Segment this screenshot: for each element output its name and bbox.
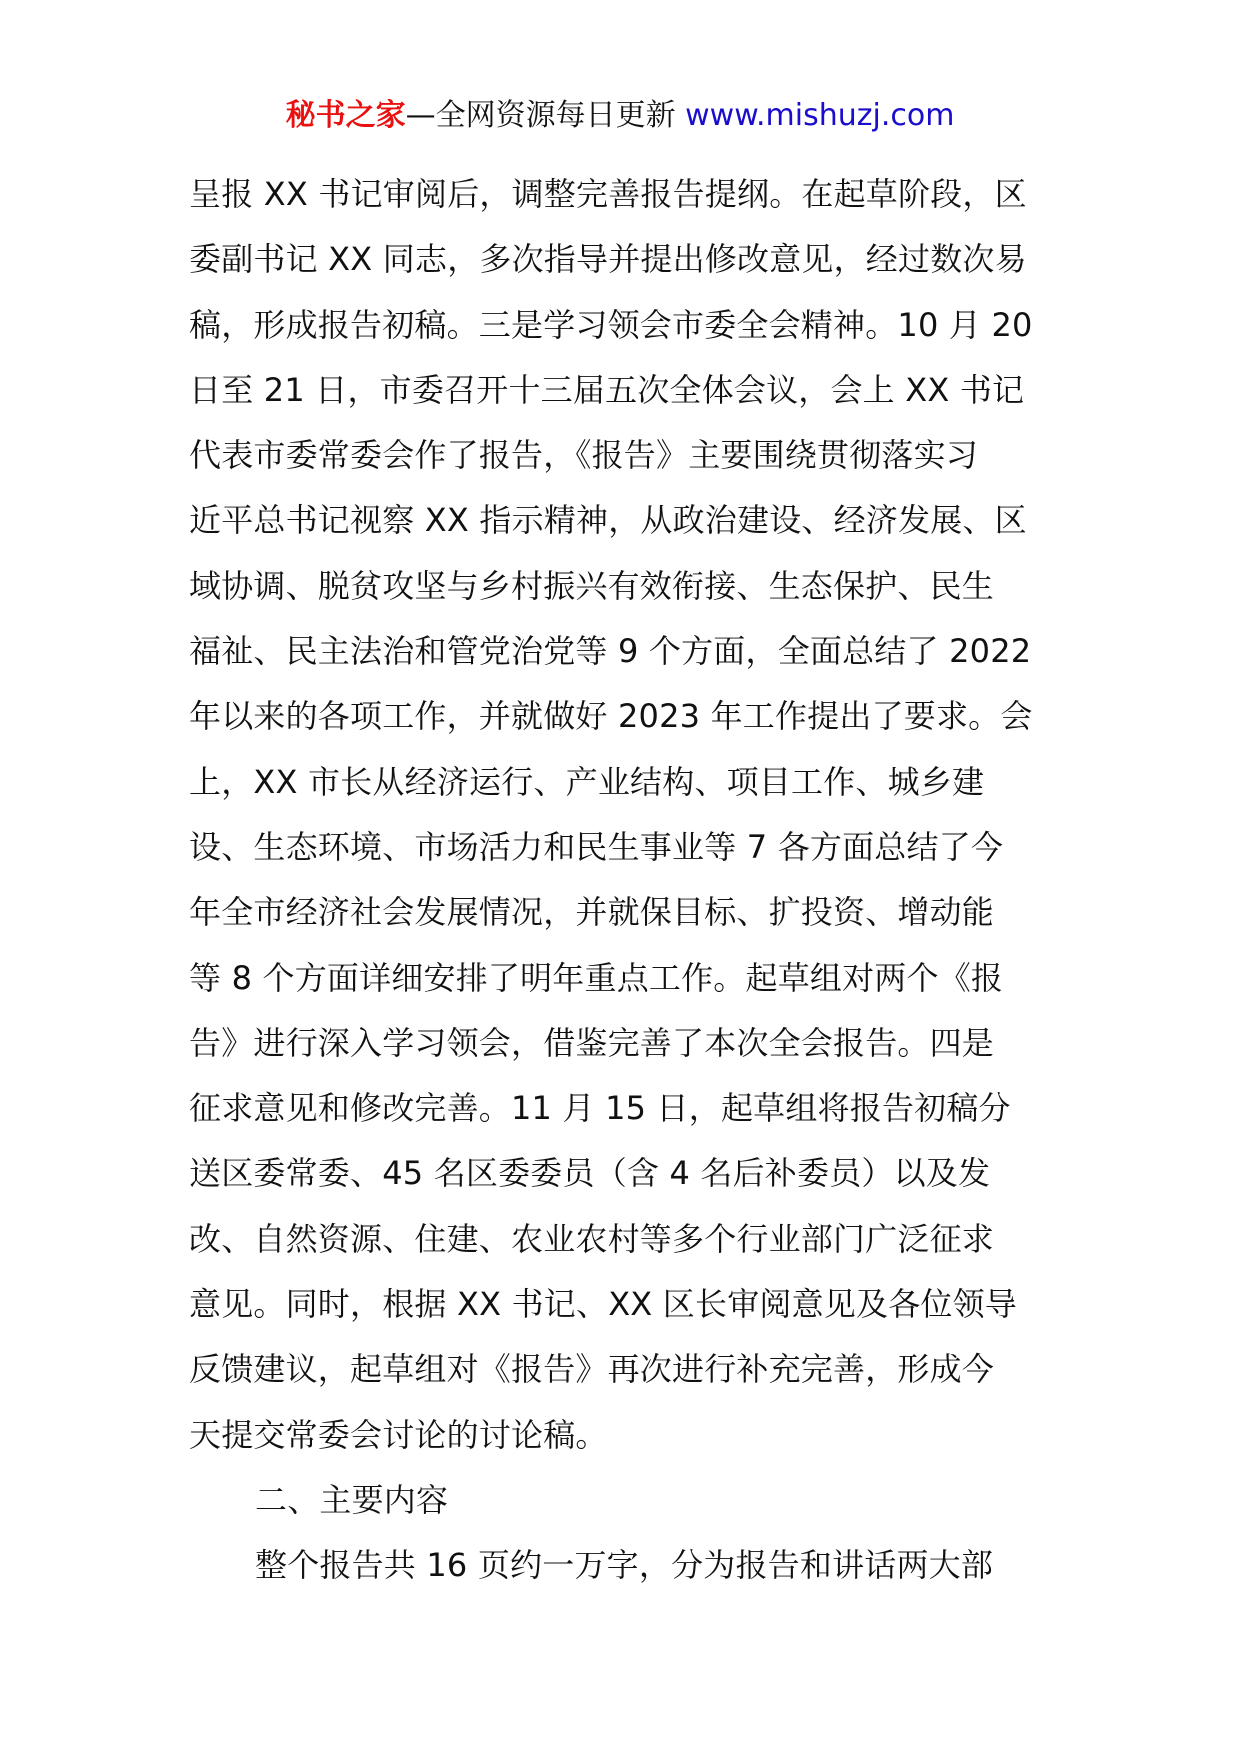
paragraph-line: 告》进行深入学习领会，借鉴完善了本次全会报告。四是 <box>189 1023 995 1062</box>
paragraph-line: 等 8 个方面详细安排了明年重点工作。起草组对两个《报 <box>189 958 1004 997</box>
brand-name: 秘书之家 <box>285 98 406 133</box>
document-body <box>189 162 1069 1599</box>
paragraph-line: 呈报 XX 书记审阅后，调整完善报告提纲。在起草阶段，区 <box>189 175 1027 213</box>
paragraph-line: 代表市委常委会作了报告，《报告》主要围绕贯彻落实习 <box>189 436 979 475</box>
header-tagline: —全网资源每日更新 <box>405 98 676 133</box>
paragraph-line: 年以来的各项工作，并就做好 2023 年工作提出了要求。会 <box>189 697 1033 736</box>
paragraph-line: 福祉、民主法治和管党治党等 9 个方面，全面总结了 2022 <box>189 632 1032 671</box>
paragraph-line: 意见。同时，根据 XX 书记、XX 区长审阅意见及各位领导 <box>189 1285 1018 1324</box>
paragraph-line: 整个报告共 16 页约一万字，分为报告和讲话两大部 <box>255 1546 994 1585</box>
paragraph-line: 反馈建议，起草组对《报告》再次进行补充完善，形成今 <box>189 1350 995 1389</box>
site-header <box>0 96 1240 136</box>
paragraph-line: 年全市经济社会发展情况，并就保目标、扩投资、增动能 <box>189 893 995 932</box>
paragraph-line: 设、生态环境、市场活力和民生事业等 7 各方面总结了今 <box>189 827 1004 866</box>
paragraph-line: 天提交常委会讨论的讨论稿。 <box>189 1415 608 1454</box>
paragraph-line: 送区委常委、45 名区委委员（含 4 名后补委员）以及发 <box>189 1154 991 1193</box>
paragraph-line: 上，XX 市长从经济运行、产业结构、项目工作、城乡建 <box>189 762 985 801</box>
paragraph-line: 近平总书记视察 XX 指示精神，从政治建设、经济发展、区 <box>189 501 1027 540</box>
paragraph-line: 域协调、脱贫攻坚与乡村振兴有效衔接、生态保护、民生 <box>189 566 995 605</box>
paragraph-line: 征求意见和修改完善。11 月 15 日，起草组将报告初稿分 <box>189 1089 1011 1128</box>
site-url-link[interactable]: www.mishuzj.com <box>685 98 955 133</box>
paragraph-line: 改、自然资源、住建、农业农村等多个行业部门广泛征求 <box>189 1219 995 1258</box>
section-heading: 二、主要内容 <box>255 1480 449 1519</box>
paragraph-line: 委副书记 XX 同志，多次指导并提出修改意见，经过数次易 <box>189 240 1027 279</box>
paragraph-line: 稿，形成报告初稿。三是学习领会市委全会精神。10 月 20 <box>189 305 1033 344</box>
paragraph-line: 日至 21 日，市委召开十三届五次全体会议，会上 XX 书记 <box>189 370 1025 409</box>
